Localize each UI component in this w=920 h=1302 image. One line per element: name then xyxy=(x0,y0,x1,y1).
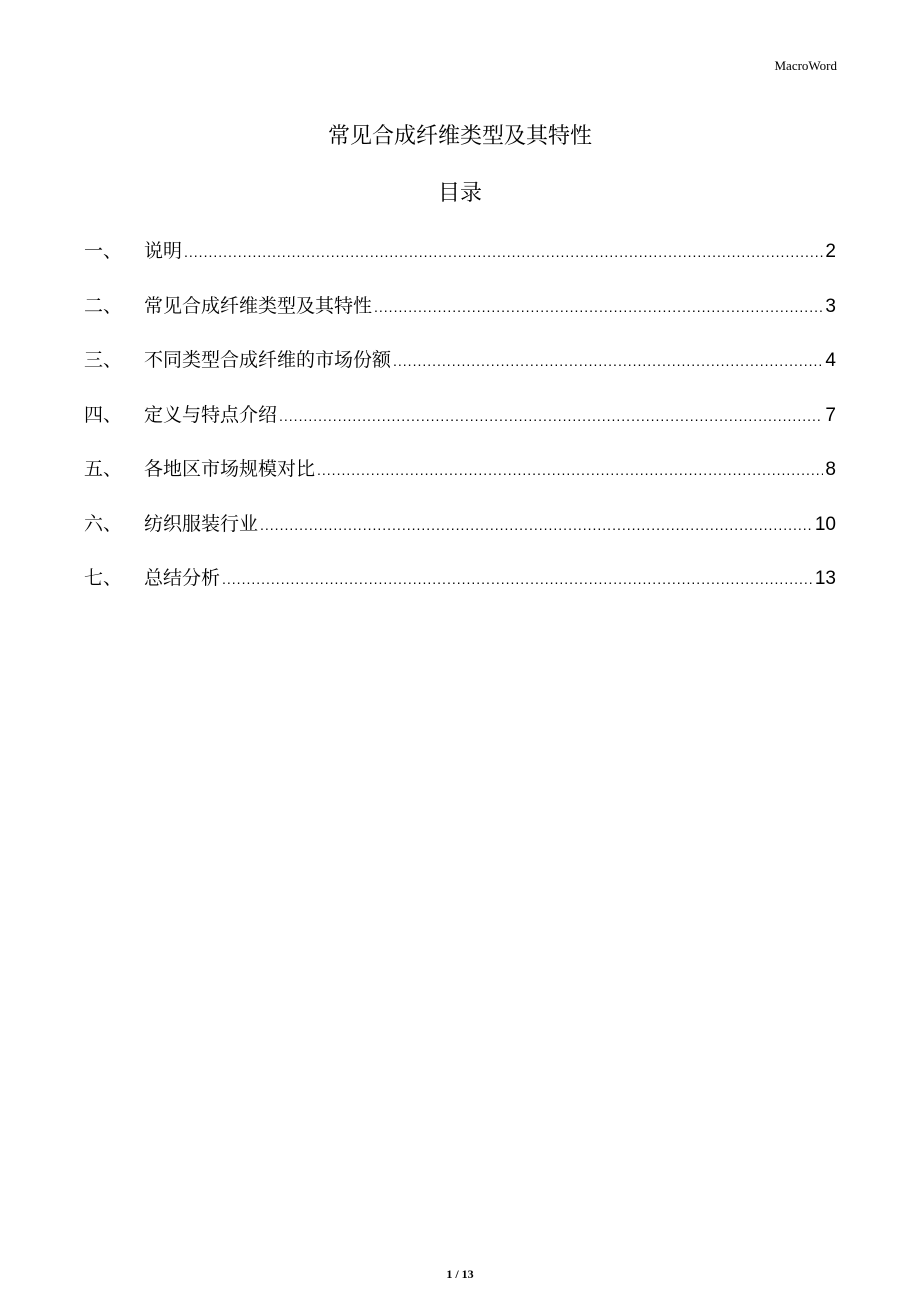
toc-entry-number: 二、 xyxy=(84,294,123,317)
toc-entry-title: 各地区市场规模对比 xyxy=(144,458,316,480)
toc-leader-dots xyxy=(222,564,813,594)
toc-entry-page: 8 xyxy=(825,459,836,480)
toc-heading: 目录 xyxy=(437,181,482,206)
toc-leader-dots xyxy=(260,510,813,540)
toc-entry-title: 说明 xyxy=(144,240,183,262)
toc-entry-page: 3 xyxy=(825,295,836,317)
toc-entry-number: 六、 xyxy=(84,512,123,535)
toc-leader-dots xyxy=(374,292,823,322)
toc-entry-7[interactable] xyxy=(84,563,836,618)
toc-entry-6[interactable] xyxy=(84,509,836,564)
toc-leader-dots xyxy=(184,237,823,267)
toc-entry-title: 总结分析 xyxy=(144,567,221,589)
toc-entry-page: 7 xyxy=(825,404,836,426)
toc-entry-page: 4 xyxy=(825,350,836,371)
toc-entry-number: 三、 xyxy=(84,349,123,371)
toc-entry-number: 五、 xyxy=(84,458,123,480)
toc-entry-title: 定义与特点介绍 xyxy=(144,403,278,426)
table-of-contents xyxy=(84,236,836,618)
toc-entry-3[interactable] xyxy=(84,345,836,400)
toc-entry-4[interactable] xyxy=(84,400,836,455)
toc-entry-page: 10 xyxy=(814,513,836,535)
document-title: 常见合成纤维类型及其特性 xyxy=(327,124,592,149)
toc-entry-number: 四、 xyxy=(84,403,123,426)
toc-entry-5[interactable] xyxy=(84,454,836,509)
toc-entry-page: 13 xyxy=(814,568,836,589)
toc-leader-dots xyxy=(279,401,823,431)
toc-entry-number: 七、 xyxy=(84,567,123,589)
header-brand: MacroWord xyxy=(774,58,837,73)
toc-entry-1[interactable] xyxy=(84,236,836,291)
page-number: 1 / 13 xyxy=(446,1267,474,1281)
toc-leader-dots xyxy=(393,346,823,376)
toc-entry-number: 一、 xyxy=(84,240,123,262)
toc-entry-title: 纺织服装行业 xyxy=(144,512,259,535)
toc-entry-title: 不同类型合成纤维的市场份额 xyxy=(144,349,392,371)
toc-leader-dots xyxy=(317,455,823,485)
toc-entry-2[interactable] xyxy=(84,291,836,346)
toc-entry-title: 常见合成纤维类型及其特性 xyxy=(144,294,373,317)
toc-entry-page: 2 xyxy=(825,241,836,262)
